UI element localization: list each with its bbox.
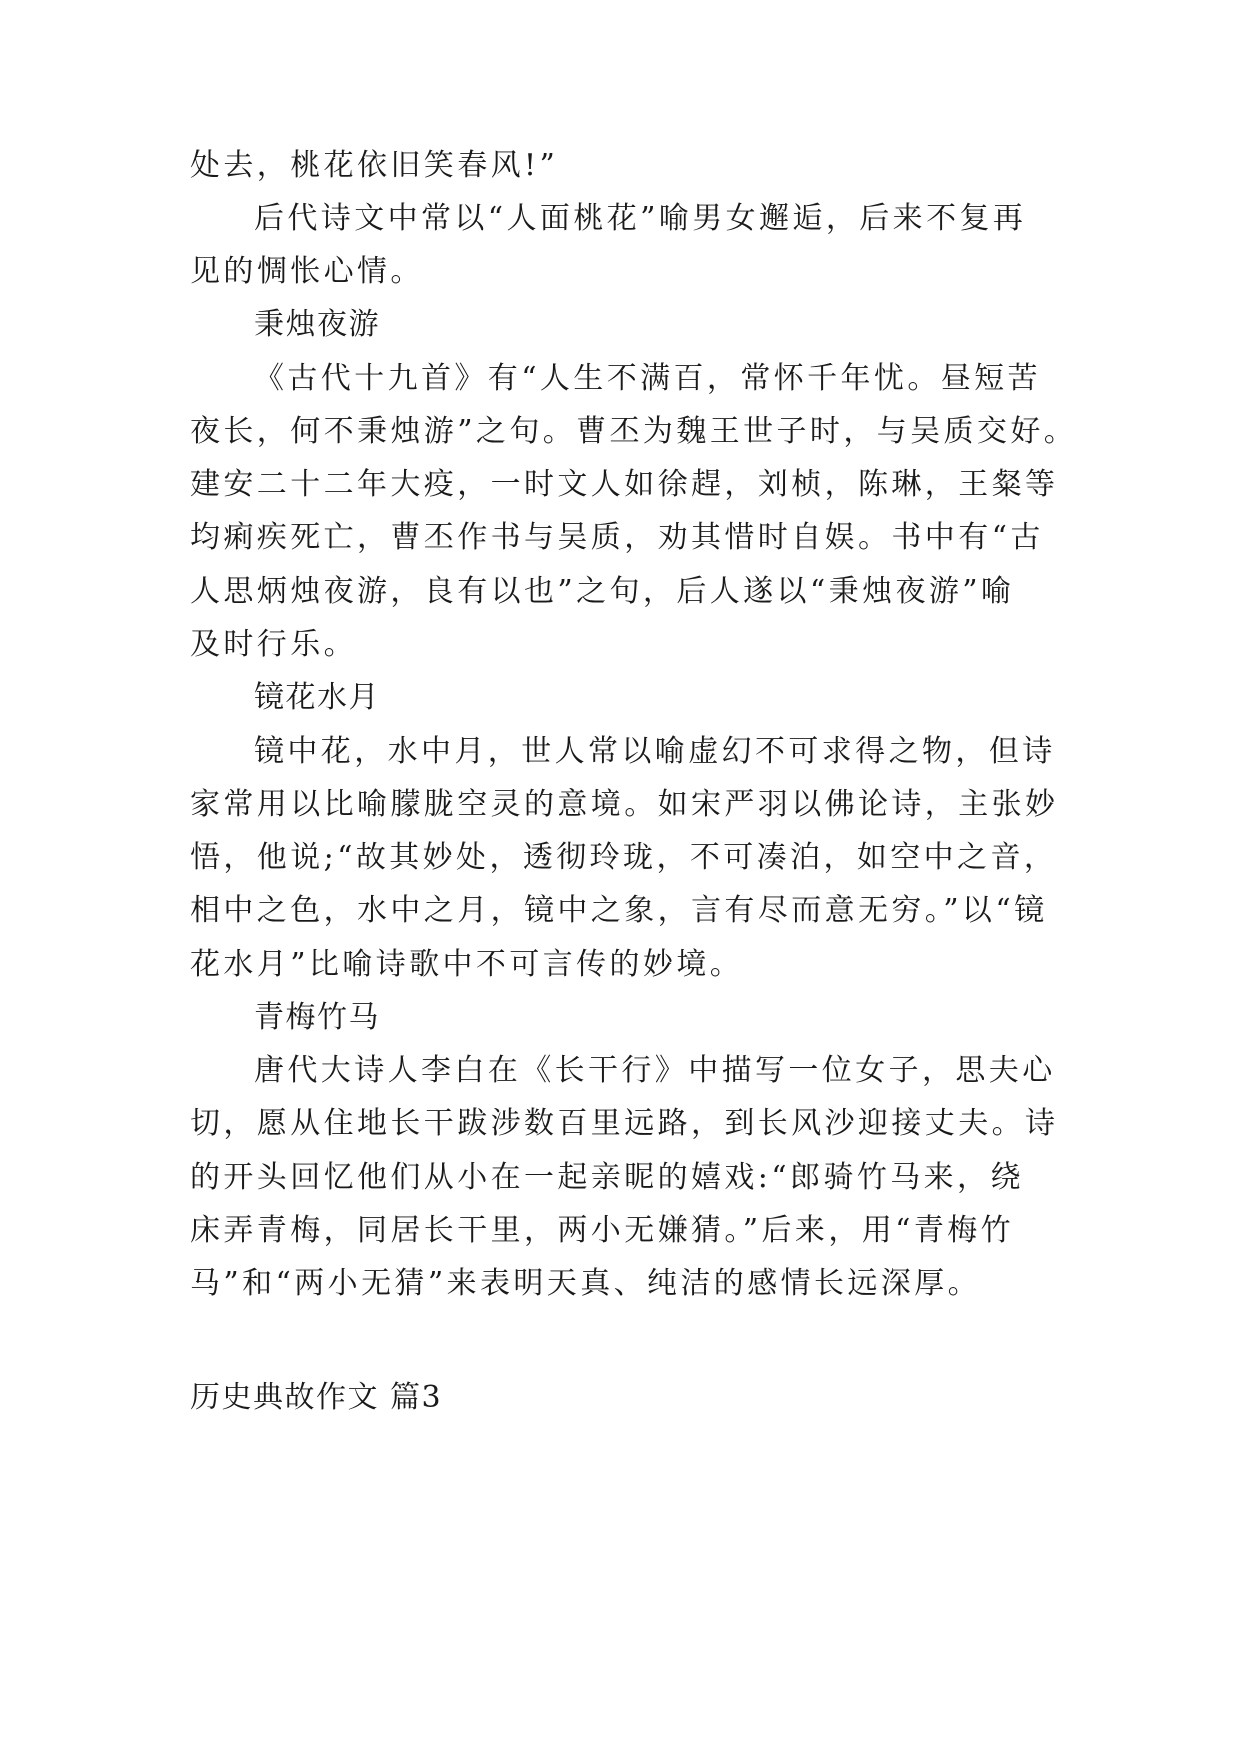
paragraph-line: 人思炳烛夜游，良有以也”之句，后人遂以“秉烛夜游”喻: [190, 574, 1015, 609]
paragraph-line: 均痢疾死亡，曹丕作书与吴质，劝其惜时自娱。书中有“古: [190, 520, 1044, 555]
paragraph-line: 夜长，何不秉烛游”之句。曹丕为魏王世子时，与吴质交好。: [190, 414, 1078, 449]
subheading-qingmei-zhuma: 青梅竹马: [254, 1000, 380, 1035]
paragraph-line: 相中之色，水中之月，镜中之象，言有尽而意无穷。”以“镜: [190, 893, 1048, 928]
paragraph-line: 及时行乐。: [190, 627, 357, 662]
paragraph-line: 后代诗文中常以“人面桃花”喻男女邂逅，后来不复再: [254, 201, 1027, 236]
subheading-jinghua-shuiyue: 镜花水月: [254, 680, 380, 715]
paragraph-line: 《古代十九首》有“人生不满百，常怀千年忧。昼短苦: [254, 361, 1041, 396]
paragraph-line: 悟，他说;“故其妙处，透彻玲珑，不可凑泊，如空中之音，: [190, 840, 1058, 875]
paragraph-line: 的开头回忆他们从小在一起亲昵的嬉戏:“郎骑竹马来，绕: [190, 1160, 1024, 1195]
paragraph-line: 花水月”比喻诗歌中不可言传的妙境。: [190, 947, 744, 982]
paragraph-line: 切，愿从住地长干跋涉数百里远路，到长风沙迎接丈夫。诗: [190, 1106, 1059, 1141]
paragraph-line: 处去，桃花依旧笑春风!”: [190, 148, 559, 183]
paragraph-line: 床弄青梅，同居长干里，两小无嫌猜。”后来，用“青梅竹: [190, 1213, 1015, 1248]
subheading-bingzhu-yeyou: 秉烛夜游: [254, 307, 380, 342]
paragraph-line: 家常用以比喻朦胧空灵的意境。如宋严羽以佛论诗，主张妙: [190, 787, 1059, 822]
paragraph-line: 见的惆怅心情。: [190, 254, 424, 289]
paragraph-line: 马”和“两小无猜”来表明天真、纯洁的感情长远深厚。: [190, 1266, 982, 1301]
section-heading: 历史典故作文 篇3: [190, 1380, 443, 1415]
paragraph-line: 镜中花，水中月，世人常以喻虚幻不可求得之物，但诗: [254, 734, 1056, 769]
paragraph-line: 唐代大诗人李白在《长干行》中描写一位女子，思夫心: [254, 1053, 1056, 1088]
paragraph-line: 建安二十二年大疫，一时文人如徐趕，刘桢，陈琳，王粲等: [190, 467, 1059, 502]
